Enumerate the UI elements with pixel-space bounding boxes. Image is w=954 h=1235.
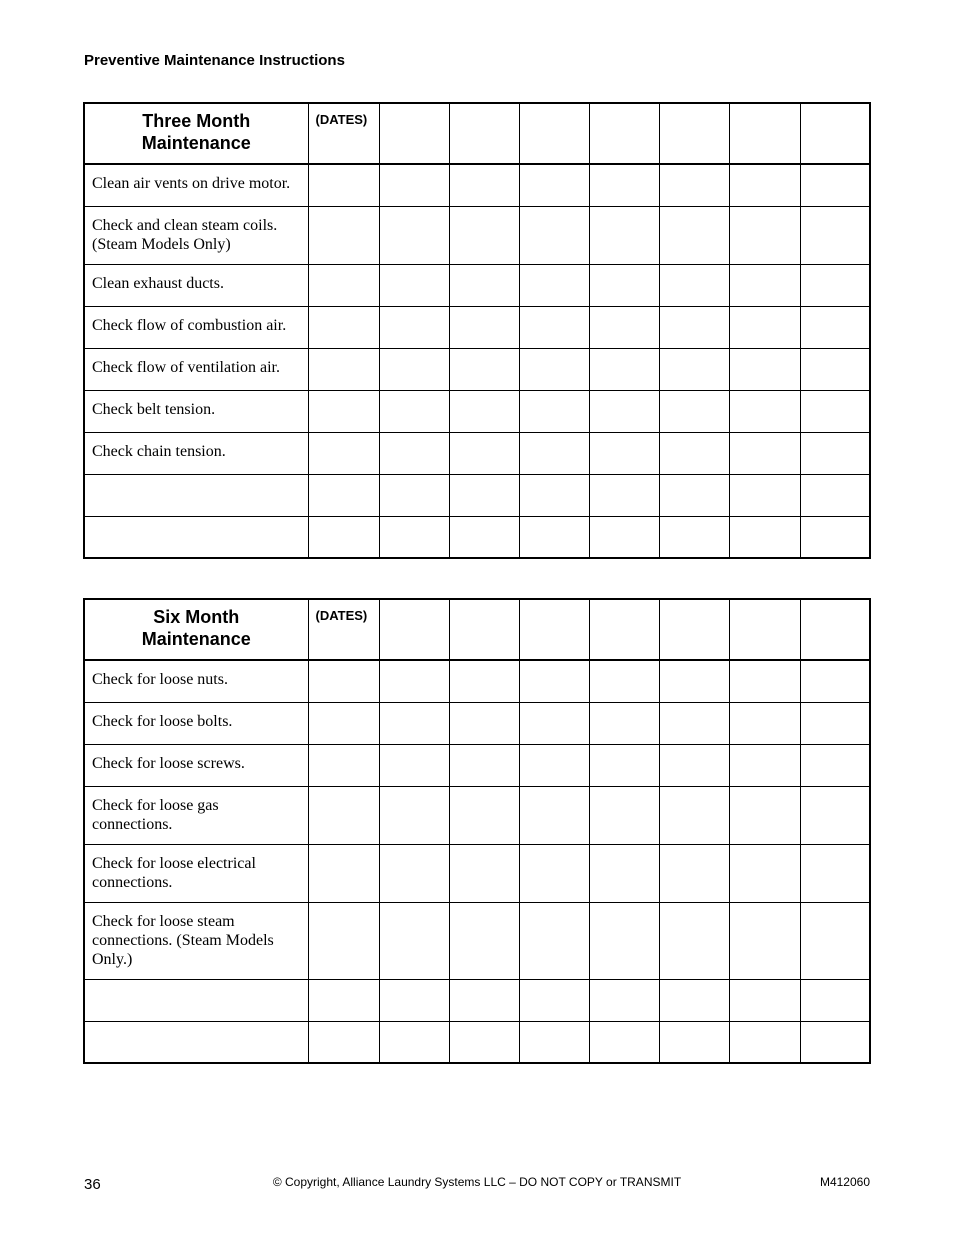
check-cell[interactable] [519,348,589,390]
check-cell[interactable] [659,660,729,702]
check-cell[interactable] [379,660,449,702]
table-row [84,390,870,432]
task-label: Check for loose bolts. [84,702,308,744]
check-cell[interactable] [379,164,449,206]
check-cell[interactable] [800,702,870,744]
check-cell[interactable] [308,432,379,474]
task-label: Clean exhaust ducts. [84,264,308,306]
check-cell[interactable] [729,516,800,558]
check-cell[interactable] [729,164,800,206]
check-cell[interactable] [379,306,449,348]
check-cell[interactable] [519,390,589,432]
table-row [84,660,870,702]
check-cell[interactable] [379,1021,449,1063]
check-cell[interactable] [379,474,449,516]
document-id: M412060 [819,1175,870,1189]
task-label: Check for loose screws. [84,744,308,786]
table-row [84,516,870,558]
check-cell[interactable] [519,516,589,558]
task-label: Check chain tension. [84,432,308,474]
check-cell[interactable] [308,660,379,702]
check-cell[interactable] [449,516,519,558]
check-cell[interactable] [519,432,589,474]
check-cell[interactable] [589,902,659,979]
check-cell[interactable] [308,516,379,558]
task-label: Clean air vents on drive motor. [84,164,308,206]
check-cell[interactable] [379,786,449,844]
check-cell[interactable] [519,902,589,979]
check-cell[interactable] [659,786,729,844]
check-cell[interactable] [659,1021,729,1063]
check-cell[interactable] [519,660,589,702]
check-cell[interactable] [449,206,519,264]
check-cell[interactable] [589,474,659,516]
check-cell[interactable] [449,786,519,844]
check-cell[interactable] [800,1021,870,1063]
table-row [84,1021,870,1063]
check-cell[interactable] [379,206,449,264]
table-row [84,306,870,348]
check-cell[interactable] [379,390,449,432]
check-cell[interactable] [308,744,379,786]
check-cell[interactable] [449,164,519,206]
check-cell[interactable] [449,902,519,979]
check-cell[interactable] [449,432,519,474]
check-cell[interactable] [800,206,870,264]
dates-label: (DATES) [308,103,379,164]
check-cell[interactable] [800,979,870,1021]
check-cell[interactable] [800,786,870,844]
check-cell[interactable] [449,348,519,390]
check-cell[interactable] [308,902,379,979]
check-cell[interactable] [589,264,659,306]
check-cell[interactable] [519,744,589,786]
six-month-table [83,598,871,1064]
check-cell[interactable] [379,702,449,744]
task-label: Check for loose electrical connections. [84,844,308,902]
task-label: Check flow of ventilation air. [84,348,308,390]
date-cell[interactable] [800,103,870,164]
date-cell[interactable] [449,103,519,164]
check-cell[interactable] [519,474,589,516]
table-row [84,844,870,902]
check-cell[interactable] [800,902,870,979]
check-cell[interactable] [449,474,519,516]
check-cell[interactable] [449,844,519,902]
check-cell[interactable] [800,164,870,206]
check-cell[interactable] [379,264,449,306]
check-cell[interactable] [449,744,519,786]
date-cell[interactable] [379,599,449,660]
check-cell[interactable] [519,702,589,744]
check-cell[interactable] [729,702,800,744]
date-cell[interactable] [519,599,589,660]
check-cell[interactable] [449,979,519,1021]
check-cell[interactable] [800,348,870,390]
check-cell[interactable] [729,432,800,474]
date-cell[interactable] [589,599,659,660]
date-cell[interactable] [589,103,659,164]
check-cell[interactable] [589,348,659,390]
check-cell[interactable] [589,979,659,1021]
check-cell[interactable] [449,702,519,744]
task-label: Check belt tension. [84,390,308,432]
check-cell[interactable] [800,432,870,474]
three-month-table [83,102,871,559]
check-cell[interactable] [519,164,589,206]
check-cell[interactable] [589,844,659,902]
table-row [84,264,870,306]
check-cell[interactable] [659,516,729,558]
table-row [84,702,870,744]
check-cell[interactable] [308,979,379,1021]
check-cell[interactable] [379,516,449,558]
check-cell[interactable] [800,844,870,902]
check-cell[interactable] [659,164,729,206]
check-cell[interactable] [308,786,379,844]
check-cell[interactable] [308,390,379,432]
check-cell[interactable] [379,979,449,1021]
task-label[interactable] [84,1021,308,1063]
task-label: Check for loose steam connections. (Steam Models Only.) [84,902,308,979]
check-cell[interactable] [659,744,729,786]
check-cell[interactable] [589,516,659,558]
check-cell[interactable] [308,474,379,516]
section-header: Preventive Maintenance Instructions [84,52,345,69]
check-cell[interactable] [729,264,800,306]
page-number: 36 [84,1176,101,1193]
check-cell[interactable] [519,306,589,348]
check-cell[interactable] [659,979,729,1021]
check-cell[interactable] [659,844,729,902]
check-cell[interactable] [519,979,589,1021]
check-cell[interactable] [729,844,800,902]
check-cell[interactable] [589,164,659,206]
check-cell[interactable] [589,786,659,844]
date-cell[interactable] [800,599,870,660]
task-label[interactable] [84,474,308,516]
table-row [84,474,870,516]
check-cell[interactable] [308,206,379,264]
check-cell[interactable] [379,432,449,474]
check-cell[interactable] [729,348,800,390]
check-cell[interactable] [729,744,800,786]
check-cell[interactable] [308,164,379,206]
task-label: Check flow of combustion air. [84,306,308,348]
check-cell[interactable] [589,306,659,348]
check-cell[interactable] [800,306,870,348]
date-cell[interactable] [519,103,589,164]
check-cell[interactable] [589,390,659,432]
check-cell[interactable] [800,660,870,702]
check-cell[interactable] [589,660,659,702]
task-label[interactable] [84,979,308,1021]
check-cell[interactable] [729,660,800,702]
check-cell[interactable] [308,1021,379,1063]
check-cell[interactable] [659,390,729,432]
check-cell[interactable] [379,744,449,786]
check-cell[interactable] [308,264,379,306]
check-cell[interactable] [659,702,729,744]
task-label: Check and clean steam coils. (Steam Models Only) [84,206,308,264]
table-row [84,164,870,206]
date-cell[interactable] [729,599,800,660]
check-cell[interactable] [308,844,379,902]
date-cell[interactable] [379,103,449,164]
check-cell[interactable] [729,306,800,348]
check-cell[interactable] [449,1021,519,1063]
check-cell[interactable] [800,264,870,306]
table-title [84,103,308,164]
check-cell[interactable] [659,348,729,390]
check-cell[interactable] [379,844,449,902]
task-label: Check for loose gas connections. [84,786,308,844]
table-row [84,432,870,474]
table-title-line2: Maintenance [141,133,251,153]
check-cell[interactable] [519,786,589,844]
check-cell[interactable] [729,390,800,432]
check-cell[interactable] [449,264,519,306]
task-label: Check for loose nuts. [84,660,308,702]
check-cell[interactable] [308,702,379,744]
table-header-row [84,599,870,660]
check-cell[interactable] [729,206,800,264]
check-cell[interactable] [308,306,379,348]
check-cell[interactable] [729,1021,800,1063]
check-cell[interactable] [379,902,449,979]
check-cell[interactable] [449,306,519,348]
check-cell[interactable] [800,744,870,786]
table-row [84,206,870,264]
table-row [84,902,870,979]
check-cell[interactable] [659,432,729,474]
check-cell[interactable] [729,979,800,1021]
check-cell[interactable] [519,844,589,902]
check-cell[interactable] [589,206,659,264]
table-row [84,744,870,786]
check-cell[interactable] [519,206,589,264]
check-cell[interactable] [379,348,449,390]
check-cell[interactable] [589,744,659,786]
date-cell[interactable] [729,103,800,164]
table-header-row [84,103,870,164]
check-cell[interactable] [659,306,729,348]
check-cell[interactable] [519,1021,589,1063]
check-cell[interactable] [589,432,659,474]
check-cell[interactable] [659,206,729,264]
check-cell[interactable] [729,786,800,844]
check-cell[interactable] [589,702,659,744]
check-cell[interactable] [449,390,519,432]
check-cell[interactable] [659,902,729,979]
task-label[interactable] [84,516,308,558]
table-title [84,599,308,660]
check-cell[interactable] [800,474,870,516]
check-cell[interactable] [659,474,729,516]
table-row [84,979,870,1021]
check-cell[interactable] [659,264,729,306]
check-cell[interactable] [729,474,800,516]
table-row [84,786,870,844]
date-cell[interactable] [659,103,729,164]
check-cell[interactable] [308,348,379,390]
check-cell[interactable] [800,516,870,558]
check-cell[interactable] [519,264,589,306]
copyright-notice: © Copyright, Alliance Laundry Systems LLC – DO NOT COPY or TRANSMIT [272,1175,682,1189]
check-cell[interactable] [800,390,870,432]
check-cell[interactable] [449,660,519,702]
check-cell[interactable] [589,1021,659,1063]
table-title-line1: Three Month [142,111,251,131]
check-cell[interactable] [729,902,800,979]
date-cell[interactable] [659,599,729,660]
date-cell[interactable] [449,599,519,660]
table-title-line2: Maintenance [141,629,251,649]
table-title-line1: Six Month [153,607,240,627]
table-row [84,348,870,390]
dates-label: (DATES) [308,599,379,660]
